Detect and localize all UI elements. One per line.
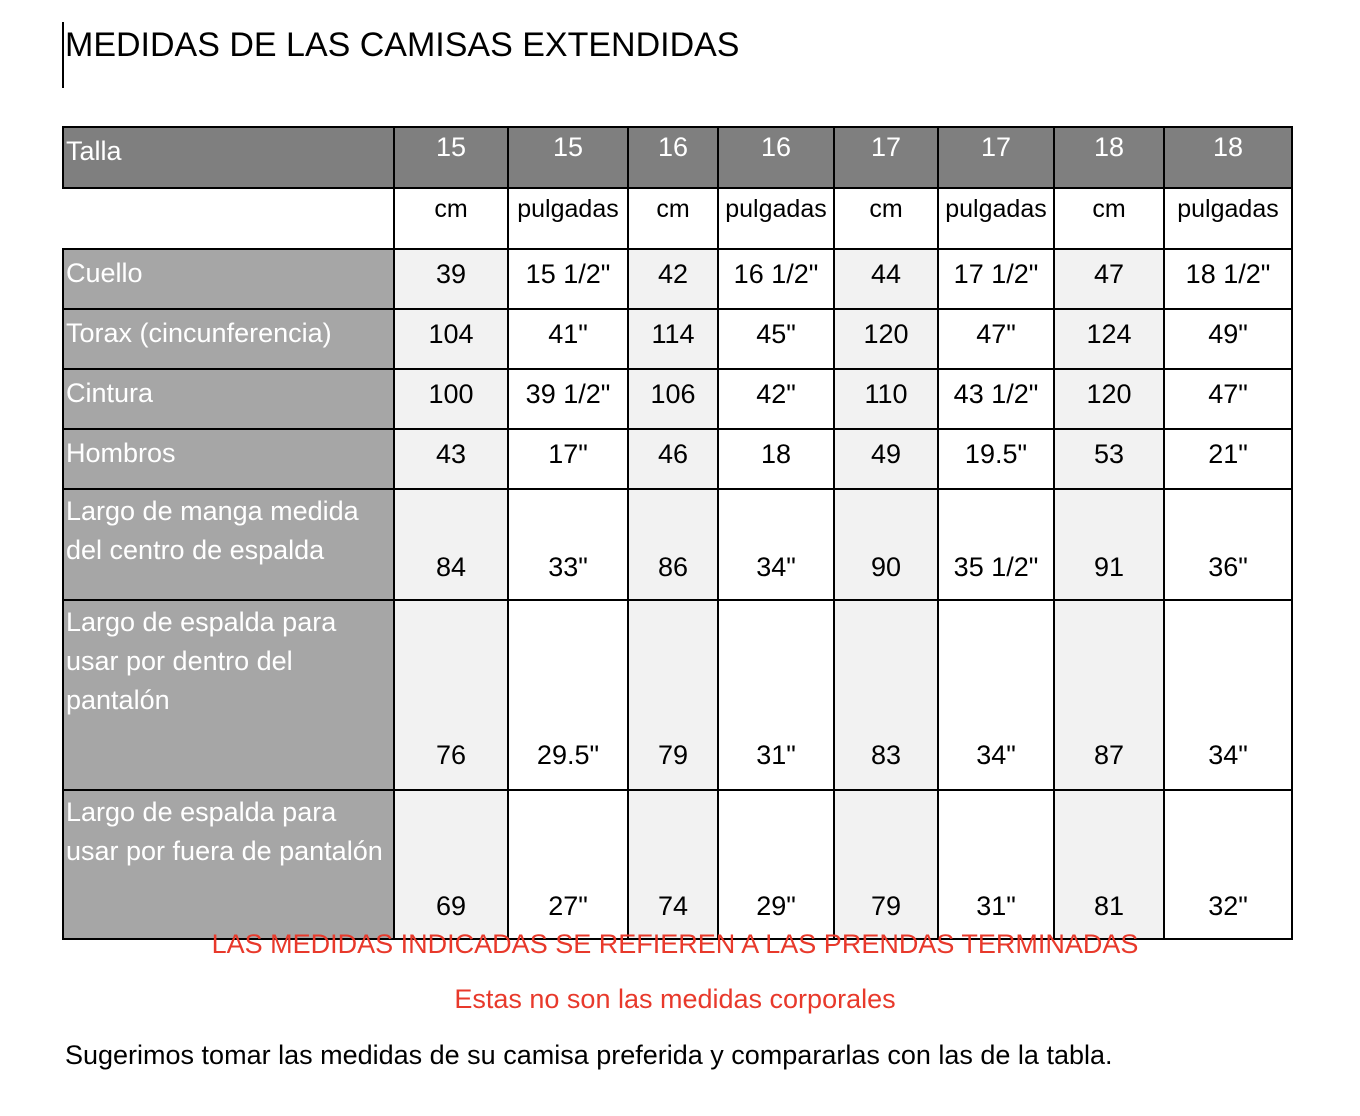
value-cell: 27" [508,790,628,939]
units-blank-cell [63,188,394,249]
value-cell: 35 1/2" [938,489,1054,600]
size-header-cell: 18 [1164,127,1292,188]
page-title: MEDIDAS DE LAS CAMISAS EXTENDIDAS [65,26,740,64]
value-cell: 76 [394,600,508,790]
unit-cell: cm [1054,188,1164,249]
value-cell: 17 1/2" [938,249,1054,309]
finished-garment-note: LAS MEDIDAS INDICADAS SE REFIEREN A LAS PRENDAS TERMINADAS [211,929,1139,959]
value-cell: 84 [394,489,508,600]
unit-cell: pulgadas [1164,188,1292,249]
row-label: Largo de espalda para usar por dentro del pantalón [63,600,394,790]
value-cell: 47 [1054,249,1164,309]
value-cell: 46 [628,429,718,489]
value-cell: 42 [628,249,718,309]
measure-row-hombros [63,429,1292,489]
unit-cell: pulgadas [718,188,834,249]
measure-row-espalda-fuera [63,790,1292,939]
value-cell: 124 [1054,309,1164,369]
row-label: Hombros [63,429,394,489]
measure-row-espalda-dentro [63,600,1292,790]
row-label: Cuello [63,249,394,309]
value-cell: 44 [834,249,938,309]
value-cell: 43 1/2" [938,369,1054,429]
size-table [62,126,1293,940]
size-header-row [63,127,1292,188]
size-header-cell: 15 [394,127,508,188]
value-cell: 49" [1164,309,1292,369]
value-cell: 114 [628,309,718,369]
value-cell: 41" [508,309,628,369]
size-header-cell: 16 [718,127,834,188]
value-cell: 86 [628,489,718,600]
size-header-label: Talla [63,127,394,188]
unit-cell: pulgadas [938,188,1054,249]
value-cell: 90 [834,489,938,600]
size-header-cell: 15 [508,127,628,188]
value-cell: 15 1/2" [508,249,628,309]
text-cursor [62,22,64,88]
unit-cell: cm [834,188,938,249]
value-cell: 34" [718,489,834,600]
value-cell: 17" [508,429,628,489]
unit-cell: pulgadas [508,188,628,249]
value-cell: 69 [394,790,508,939]
measure-row-cuello [63,249,1292,309]
unit-cell: cm [628,188,718,249]
value-cell: 53 [1054,429,1164,489]
value-cell: 47" [938,309,1054,369]
row-label: Torax (cincunferencia) [63,309,394,369]
value-cell: 42" [718,369,834,429]
unit-cell: cm [394,188,508,249]
units-row [63,188,1292,249]
value-cell: 79 [628,600,718,790]
value-cell: 100 [394,369,508,429]
value-cell: 47" [1164,369,1292,429]
value-cell: 39 1/2" [508,369,628,429]
value-cell: 21" [1164,429,1292,489]
value-cell: 45" [718,309,834,369]
value-cell: 83 [834,600,938,790]
measure-row-manga [63,489,1292,600]
value-cell: 29" [718,790,834,939]
size-header-cell: 16 [628,127,718,188]
value-cell: 43 [394,429,508,489]
measure-row-torax [63,309,1292,369]
value-cell: 74 [628,790,718,939]
value-cell: 18 [718,429,834,489]
value-cell: 31" [718,600,834,790]
measure-row-cintura [63,369,1292,429]
size-header-cell: 17 [834,127,938,188]
value-cell: 31" [938,790,1054,939]
row-label: Largo de espalda para usar por fuera de pantalón [63,790,394,939]
value-cell: 39 [394,249,508,309]
not-body-measurements-note: Estas no son las medidas corporales [454,984,896,1014]
value-cell: 91 [1054,489,1164,600]
value-cell: 104 [394,309,508,369]
value-cell: 87 [1054,600,1164,790]
value-cell: 29.5" [508,600,628,790]
value-cell: 32" [1164,790,1292,939]
suggestion-note: Sugerimos tomar las medidas de su camisa preferida y compararlas con las de la tabla. [65,1040,1113,1070]
value-cell: 16 1/2" [718,249,834,309]
value-cell: 34" [938,600,1054,790]
value-cell: 110 [834,369,938,429]
value-cell: 120 [834,309,938,369]
value-cell: 81 [1054,790,1164,939]
value-cell: 19.5" [938,429,1054,489]
value-cell: 34" [1164,600,1292,790]
value-cell: 79 [834,790,938,939]
value-cell: 36" [1164,489,1292,600]
size-header-cell: 18 [1054,127,1164,188]
value-cell: 33" [508,489,628,600]
size-header-cell: 17 [938,127,1054,188]
value-cell: 18 1/2" [1164,249,1292,309]
value-cell: 120 [1054,369,1164,429]
row-label: Cintura [63,369,394,429]
row-label: Largo de manga medida del centro de espalda [63,489,394,600]
value-cell: 49 [834,429,938,489]
value-cell: 106 [628,369,718,429]
